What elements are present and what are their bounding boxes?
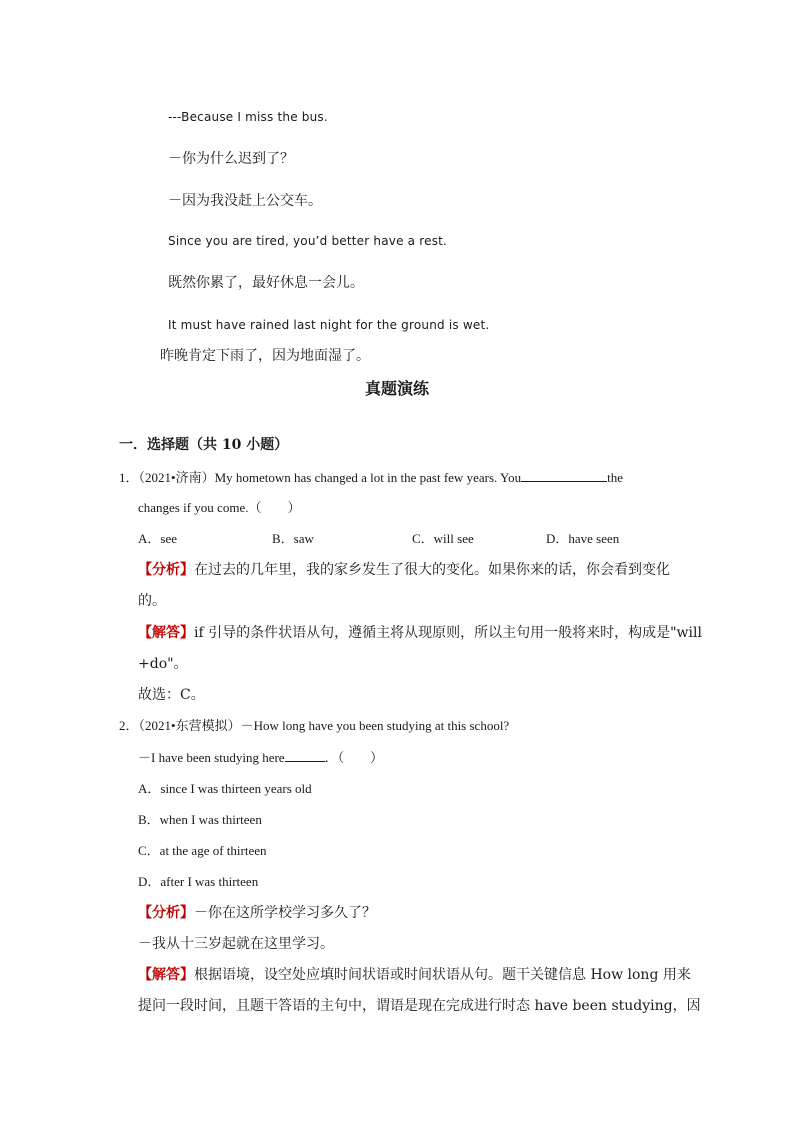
example-must-en: It must have rained last night for the ground is wet.	[168, 318, 490, 332]
example-zh-answer: －因为我没赶上公交车。	[168, 193, 322, 209]
question-1-answer	[138, 626, 702, 640]
answer-text: 根据语境，设空处应填时间状语或时间状语从句。题干关键信息 How long 用来	[194, 967, 691, 983]
answer-blank	[285, 750, 325, 762]
question-number: 2．	[119, 718, 139, 733]
analysis-tag: 【分析】	[138, 905, 194, 921]
example-must-zh: 昨晚肯定下雨了，因为地面湿了。	[160, 348, 370, 364]
analysis-text: 在过去的几年里，我的家乡发生了很大的变化。如果你来的话，你会看到变化	[194, 562, 670, 578]
option-d: D．after I was thirteen	[138, 874, 259, 889]
question-1-analysis	[138, 563, 670, 577]
question-stem-tail: ．（ ）	[324, 750, 384, 765]
example-zh-question: －你为什么迟到了？	[168, 151, 294, 167]
answer-blank	[521, 470, 607, 482]
page-title: 真题演练	[364, 379, 429, 398]
analysis-tag: 【分析】	[138, 562, 194, 578]
option-a: A．since I was thirteen years old	[138, 781, 312, 796]
question-1-stem-line1	[119, 470, 623, 484]
question-2-stem-line2	[138, 750, 383, 764]
answer-text-cont: 提问一段时间，且题干答语的主句中，谓语是现在完成进行时态 have been studying，因	[138, 998, 701, 1014]
option-b: B．saw	[272, 531, 314, 546]
analysis-text: －你在这所学校学习多久了？	[194, 905, 376, 921]
option-c: C．at the age of thirteen	[138, 843, 267, 858]
answer-tag: 【解答】	[138, 967, 194, 983]
answer-choice: 故选：C。	[138, 687, 205, 703]
option-c: C．will see	[412, 531, 474, 546]
analysis-text-cont: －我从十三岁起就在这里学习。	[138, 936, 334, 952]
section-title: 一．选择题（共 10 小题）	[119, 437, 289, 453]
question-stem: －How long have you been studying at this school?	[240, 718, 510, 733]
example-en-answer: ---Because I miss the bus.	[168, 110, 328, 124]
question-stem-tail: the	[607, 470, 623, 485]
example-since-en: Since you are tired, you’d better have a rest.	[168, 234, 448, 248]
answer-tag: 【解答】	[138, 625, 194, 641]
question-number: 1．	[119, 470, 139, 485]
question-stem: －I have been studying here	[138, 750, 285, 765]
question-stem: My hometown has changed a lot in the past few years. You	[214, 470, 522, 485]
option-a: A．see	[138, 531, 177, 546]
option-d: D．have seen	[546, 531, 620, 546]
question-1-stem-line2: changes if you come.（ ）	[138, 500, 301, 515]
question-source: （2021•东营模拟）	[138, 718, 241, 733]
answer-text-cont: +do"。	[138, 656, 188, 672]
option-b: B．when I was thirteen	[138, 812, 262, 827]
question-2-answer	[138, 968, 691, 982]
question-source: （2021•济南）	[138, 470, 215, 485]
question-2-stem-line1	[119, 719, 509, 732]
answer-text: if 引导的条件状语从句，遵循主将从现原则，所以主句用一般将来时，构成是"will	[194, 625, 702, 641]
analysis-text-cont: 的。	[138, 593, 166, 609]
question-2-analysis	[138, 906, 376, 920]
example-since-zh: 既然你累了，最好休息一会儿。	[168, 275, 364, 291]
